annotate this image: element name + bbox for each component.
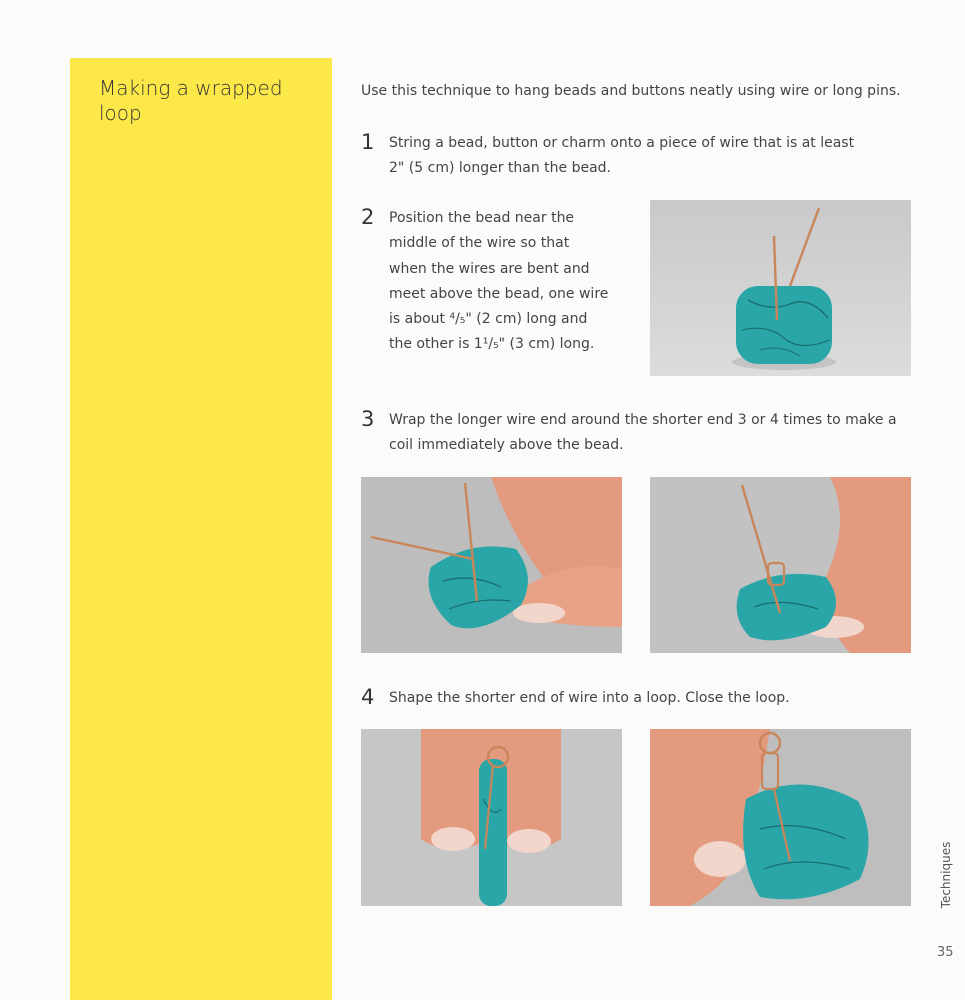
step-4-text xyxy=(389,686,790,711)
section-title: Making a wrapped loop xyxy=(99,76,283,125)
photo-step4a-illustration xyxy=(361,729,622,906)
photo-step3b-illustration xyxy=(650,477,911,653)
step-3-text xyxy=(389,408,897,459)
photo-step3-wrapping-coil xyxy=(650,477,911,653)
section-side-label xyxy=(931,838,961,912)
step-2-line-4: meet above the bead, one wire xyxy=(389,285,609,302)
photo-step4-closed-loop xyxy=(650,729,911,906)
step-2-line-2: middle of the wire so that xyxy=(389,235,570,252)
page-number: 35 xyxy=(937,945,954,960)
step-4-line-1: Shape the shorter end of wire into a loop. Close the loop. xyxy=(389,690,790,706)
step-3-line-1: Wrap the longer wire end around the shorter end 3 or 4 times to make a xyxy=(389,412,897,428)
photo-step3-bending-wire xyxy=(361,477,622,653)
step-2-line-6: the other is 1¹/₅" (3 cm) long. xyxy=(389,336,595,353)
step-3-number: 3 xyxy=(361,407,375,431)
intro-text: Use this technique to hang beads and buttons neatly using wire or long pins. xyxy=(361,83,901,99)
side-label-text: Techniques xyxy=(939,841,953,909)
step-2-line-5: is about ⁴/₅" (2 cm) long and xyxy=(389,311,588,328)
step-4-number: 4 xyxy=(361,685,375,709)
step-2-line-3: when the wires are bent and xyxy=(389,260,590,277)
step-2-line-1: Position the bead near the xyxy=(389,210,575,226)
step-1-number: 1 xyxy=(361,130,375,154)
photo-step2-illustration xyxy=(650,200,911,376)
step-1-line-1: String a bead, button or charm onto a piece of wire that is at least xyxy=(389,135,855,151)
photo-step4-forming-loop xyxy=(361,729,622,906)
step-1-line-2: 2" (5 cm) longer than the bead. xyxy=(389,160,612,177)
step-2-text xyxy=(389,206,608,358)
step-2-number: 2 xyxy=(361,205,375,229)
photo-step4b-illustration xyxy=(650,729,911,906)
sidebar-panel xyxy=(70,58,332,1000)
step-3-line-2: coil immediately above the bead. xyxy=(389,437,624,454)
step-1-text xyxy=(389,131,854,182)
photo-step3a-illustration xyxy=(361,477,622,653)
photo-step2-bead-on-wire xyxy=(650,200,911,376)
